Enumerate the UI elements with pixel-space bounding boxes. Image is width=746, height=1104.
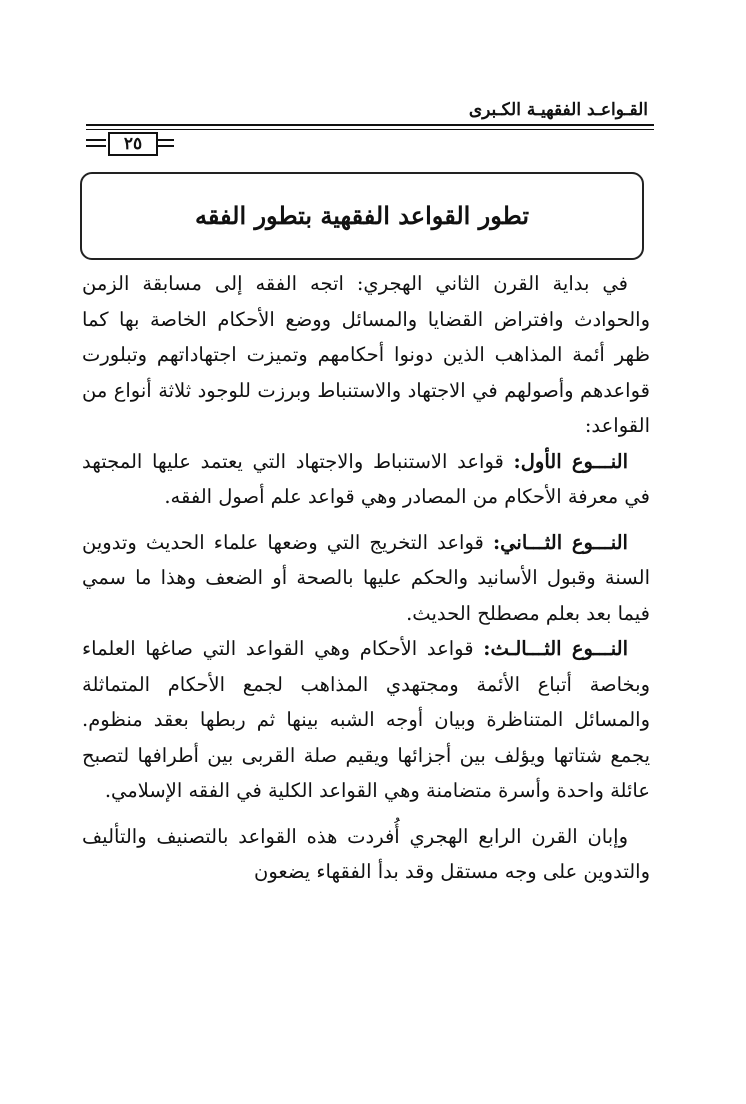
header-rule-thin (86, 129, 654, 130)
body-text (82, 266, 650, 890)
paragraph-term: النـــوع الثـــالـث: (483, 637, 628, 660)
paragraph-term: النـــوع الأول: (513, 449, 628, 473)
paragraph-text: قواعد الاستنباط والاجتهاد التي يعتمد عليها المجتهد في معرفة الأحكام من المصادر وهي قواعد علم أصول الفقه. (82, 449, 650, 508)
paragraph-intro (82, 266, 650, 444)
running-header: القـواعـد الفقهيـة الكـبرى (468, 100, 648, 120)
paragraph-text: في بداية القرن الثاني الهجري: اتجه الفقه إلى مسابقة الزمن والحوادث وافتراض القضايا والمسائل ووضع الأحكام الخاصة بها كما ظهر أئمة المذاهب الذين دونوا أحكامهم وتميزت اجتهاداتهم وتبلورت قواعدهم وأصولهم في الاجتهاد والاستنباط وبرزت للوجود ثلاثة أنواع من القواعد: (82, 272, 650, 437)
page-number-rule (86, 139, 106, 141)
header-rule-thick (86, 124, 654, 126)
page-number: ٢٥ (108, 132, 158, 156)
page-number-rule (158, 145, 174, 147)
paragraph-type-one (82, 444, 650, 515)
paragraph-fourth-century (82, 819, 650, 890)
paragraph-text: قواعد التخريج التي وضعها علماء الحديث وتدوين السنة وقبول الأسانيد والحكم عليها بالصحة أو الضعف وهذا ما سمي فيما بعد بعلم مصطلح الحديث. (82, 530, 650, 625)
chapter-title: تطور القواعد الفقهية بتطور الفقه (194, 201, 530, 231)
page-number-rule (158, 139, 174, 141)
chapter-title-box (80, 172, 644, 260)
page-number-rule (86, 145, 106, 147)
paragraph-type-two (82, 525, 650, 632)
page-number-ornament (86, 131, 176, 155)
paragraph-text: وإبان القرن الرابع الهجري أُفردت هذه القواعد بالتصنيف والتأليف والتدوين على وجه مستقل وقد بدأ الفقهاء يضعون (82, 824, 650, 883)
paragraph-text: قواعد الأحكام وهي القواعد التي صاغها العلماء وبخاصة أتباع الأئمة ومجتهدي المذاهب لجمع الأحكام المتماثلة والمسائل المتناظرة وبيان أوجه الشبه بينها ثم ربطها بعقد منظوم. يجمع شتاتها ويؤلف بين أجزائها ويقيم صلة القربى بين أطرافها لتصبح عائلة واحدة وأسرة متضامنة وهي القواعد الكلية في الفقه الإسلامي. (82, 637, 650, 802)
paragraph-term: النـــوع الثـــاني: (492, 530, 628, 554)
paragraph-type-three (82, 631, 650, 809)
